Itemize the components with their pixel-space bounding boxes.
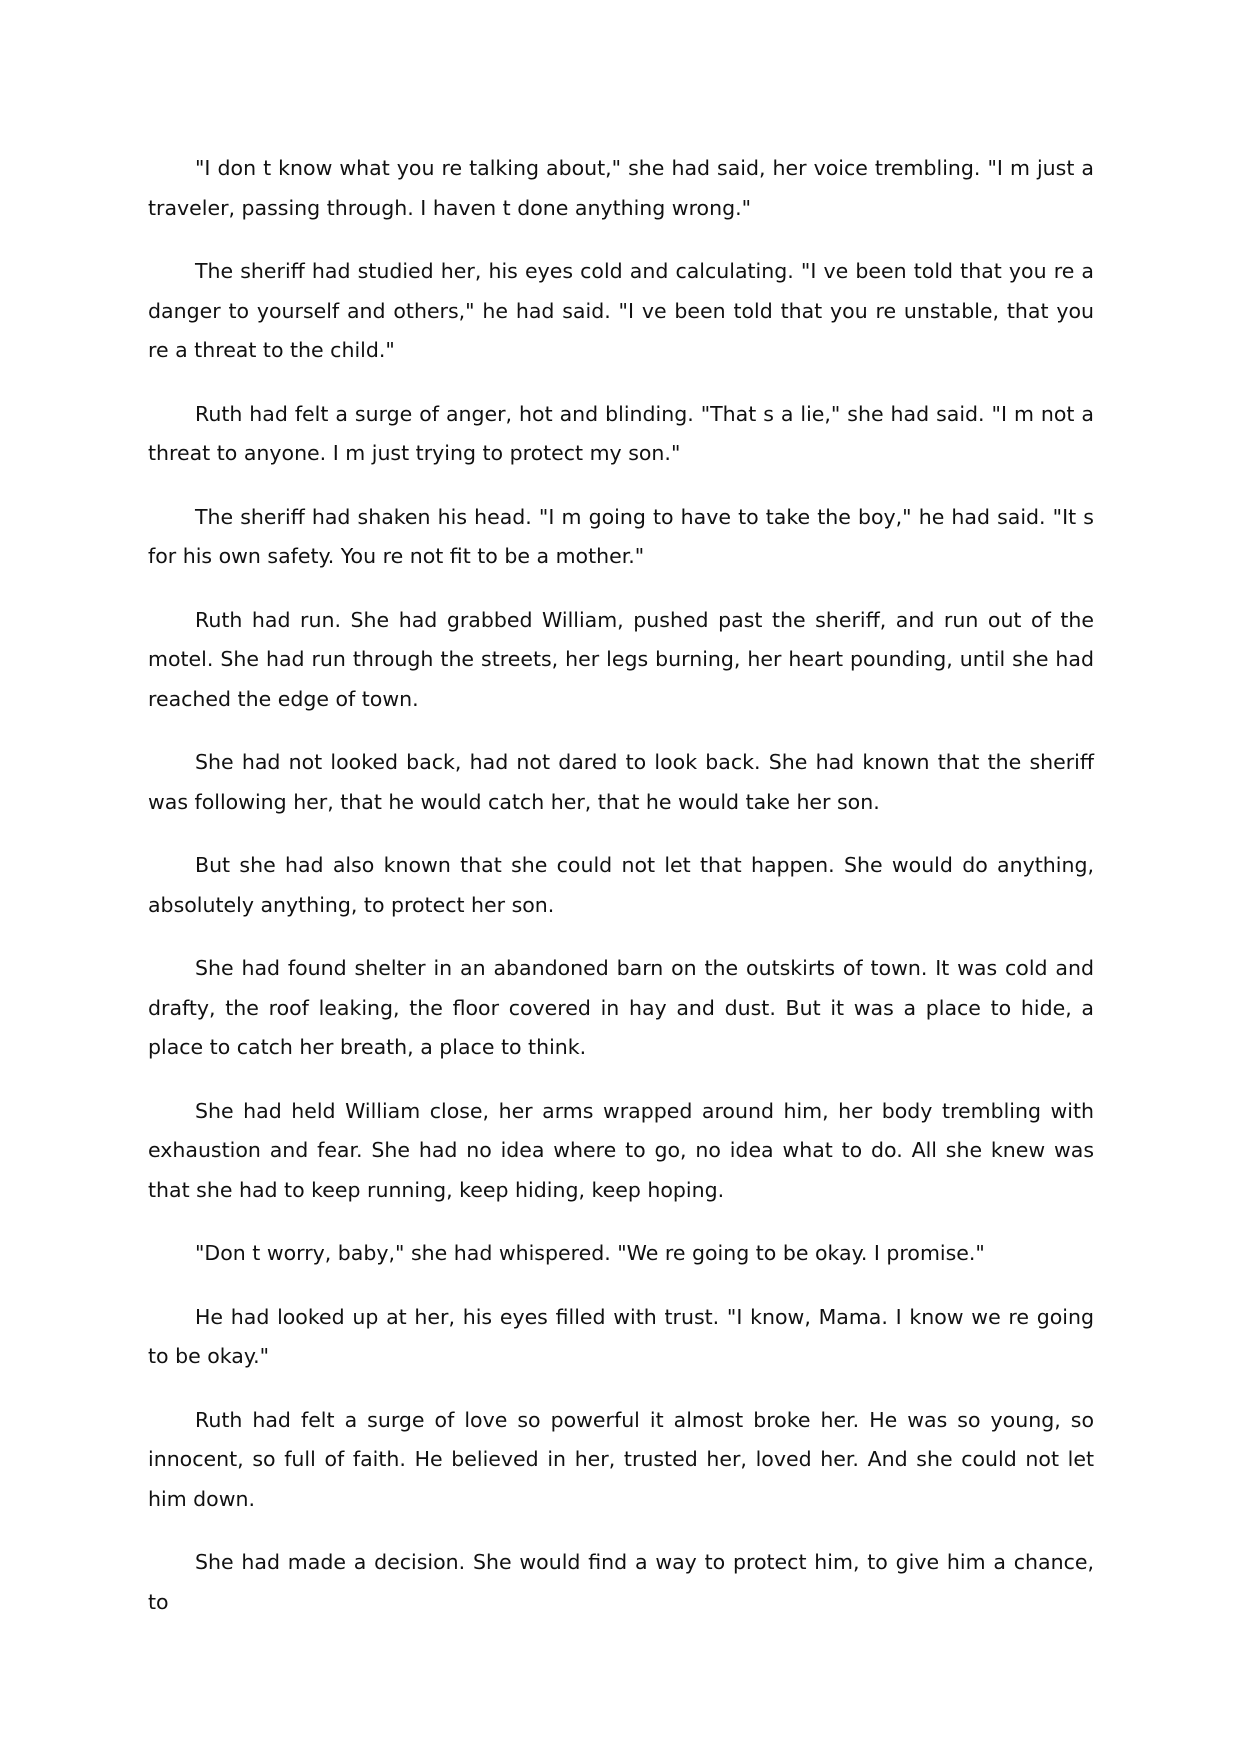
paragraph-2: The sheriff had studied her, his eyes cold and calculating. "I ve been told that you re a danger to yourself and others," he had said. "I ve been told that you re unstable, that you re a threat to the child."	[148, 259, 1094, 362]
paragraph-10: "Don t worry, baby," she had whispered. "We re going to be okay. I promise."	[195, 1241, 985, 1265]
paragraph-1: "I don t know what you re talking about," she had said, her voice trembling. "I m just a traveler, passing through. I haven t done anything wrong."	[148, 156, 1094, 220]
paragraph-11: He had looked up at her, his eyes filled with trust. "I know, Mama. I know we re going to be okay."	[148, 1304, 1094, 1368]
paragraph-12: Ruth had felt a surge of love so powerful it almost broke her. He was so young, so innocent, so full of faith. He believed in her, trusted her, loved her. And she could not let him down.	[148, 1407, 1094, 1511]
paragraph-9: She had held William close, her arms wrapped around him, her body trembling with exhaustion and fear. She had no idea where to go, no idea what to do. All she knew was that she had to keep running, keep hiding, keep hoping.	[148, 1098, 1094, 1202]
paragraph-8: She had found shelter in an abandoned barn on the outskirts of town. It was cold and drafty, the roof leaking, the floor covered in hay and dust. But it was a place to hide, a place to catch her breath, a place to think.	[148, 956, 1094, 1059]
paragraph-6: She had not looked back, had not dared to look back. She had known that the sheriff was following her, that he would catch her, that he would take her son.	[148, 750, 1094, 814]
body-text	[148, 149, 1094, 1646]
paragraph-7: But she had also known that she could not let that happen. She would do anything, absolutely anything, to protect her son.	[148, 853, 1094, 917]
paragraph-5: Ruth had run. She had grabbed William, pushed past the sheriff, and run out of the motel. She had run through the streets, her legs burning, her heart pounding, until she had reached the edge of town.	[148, 607, 1094, 711]
paragraph-13: She had made a decision. She would find a way to protect him, to give him a chance, to	[148, 1550, 1094, 1614]
paragraph-4: The sheriff had shaken his head. "I m going to have to take the boy," he had said. "It s for his own safety. You re not fit to be a mother."	[148, 504, 1094, 568]
paragraph-3: Ruth had felt a surge of anger, hot and blinding. "That s a lie," she had said. "I m not a threat to anyone. I m just trying to protect my son."	[148, 401, 1094, 465]
